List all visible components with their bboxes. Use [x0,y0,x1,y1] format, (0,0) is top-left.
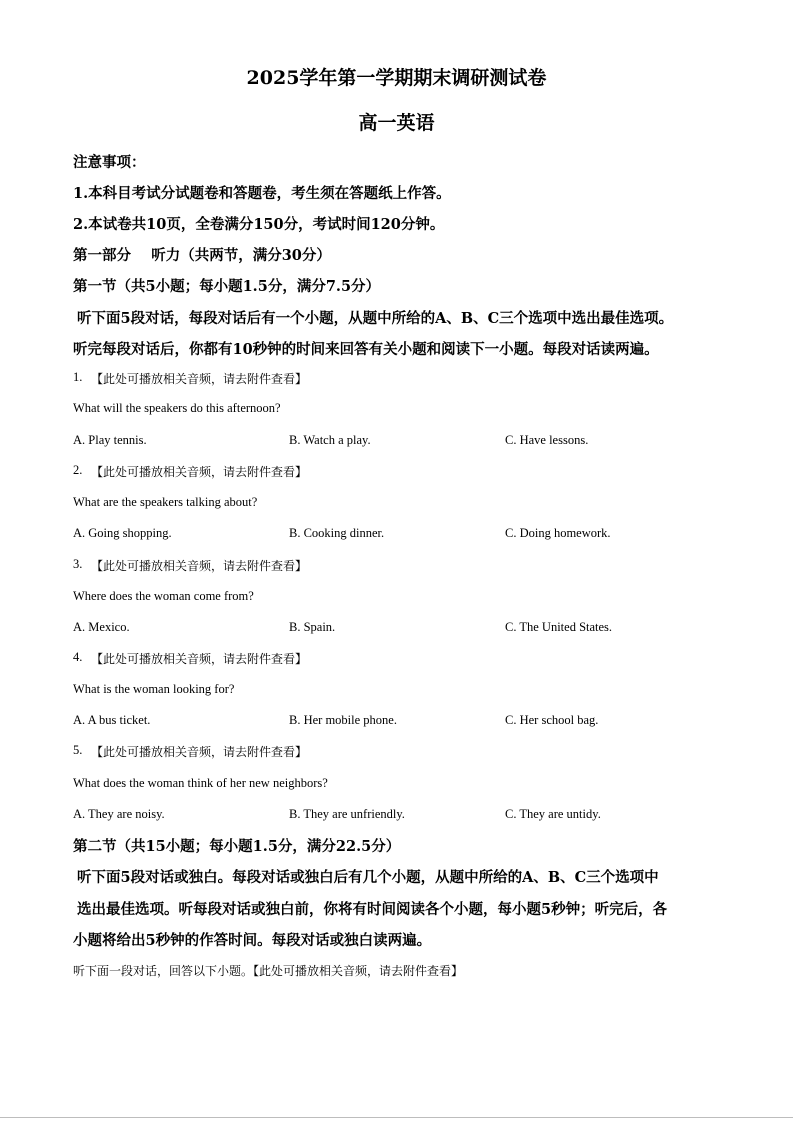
question-5-number: 5. [73,743,83,757]
question-4-number: 4. [73,650,83,664]
notice-item-1: 1.本科目考试分试题卷和答题卷，考生须在答题纸上作答。 [73,185,451,202]
question-1-audio[interactable]: 【此处可播放相关音频，请去附件查看】 [91,372,308,386]
section2-instruction-1: 听下面5段对话或独白。每段对话或独白后有几个小题，从题中所给的A、B、C三个选项中 [77,869,659,886]
question-2-audio[interactable]: 【此处可播放相关音频，请去附件查看】 [91,465,308,479]
question-3-option-b: B. Spain. [289,620,336,634]
question-2-text: What are the speakers talking about? [73,495,258,509]
question-5-option-b: B. They are unfriendly. [289,807,405,821]
question-1-option-c: C. Have lessons. [505,433,589,447]
question-3-audio[interactable]: 【此处可播放相关音频，请去附件查看】 [91,559,308,573]
question-1-option-b: B. Watch a play. [289,433,371,447]
exam-subtitle: 高一英语 [358,112,435,134]
section1-heading: 第一节（共5小题；每小题1.5分，满分7.5分） [73,278,381,295]
question-5-audio[interactable]: 【此处可播放相关音频，请去附件查看】 [91,745,308,759]
question-5-option-a: A. They are noisy. [73,807,165,821]
question-3-number: 3. [73,557,83,571]
part1-heading: 第一部分 听力（共两节，满分30分） [73,247,331,264]
notice-item-2: 2.本试卷共10页，全卷满分150分，考试时间120分钟。 [73,216,445,233]
question-3-option-c: C. The United States. [505,620,613,634]
section2-heading: 第二节（共15小题；每小题1.5分，满分22.5分） [73,838,401,855]
section1-instruction-1: 听下面5段对话，每段对话后有一个小题，从题中所给的A、B、C三个选项中选出最佳选项。 [77,310,674,327]
question-2-option-c: C. Doing homework. [505,526,611,540]
question-4-option-b: B. Her mobile phone. [289,713,397,727]
section1-instruction-2: 听完每段对话后，你都有10秒钟的时间来回答有关小题和阅读下一小题。每段对话读两遍。 [73,341,659,358]
question-1-number: 1. [73,370,83,384]
question-3-option-a: A. Mexico. [73,620,130,634]
question-3-text: Where does the woman come from? [73,589,254,603]
question-1-option-a: A. Play tennis. [73,433,147,447]
page-bottom-divider [0,1117,793,1118]
question-5-text: What does the woman think of her new neighbors? [73,776,328,790]
question-4-option-c: C. Her school bag. [505,713,599,727]
question-2-option-b: B. Cooking dinner. [289,526,385,540]
section2-instruction-2: 选出最佳选项。听每段对话或独白前，你将有时间阅读各个小题，每小题5秒钟；听完后，各 [77,901,668,918]
question-1-text: What will the speakers do this afternoon? [73,401,281,415]
question-5-option-c: C. They are untidy. [505,807,601,821]
notice-heading: 注意事项： [73,154,146,171]
question-2-number: 2. [73,463,83,477]
section2-instruction-3: 小题将给出5秒钟的作答时间。每段对话或独白读两遍。 [73,932,432,949]
question-4-audio[interactable]: 【此处可播放相关音频，请去附件查看】 [91,652,308,666]
question-4-option-a: A. A bus ticket. [73,713,151,727]
exam-title: 2025学年第一学期期末调研测试卷 [246,67,547,89]
question-2-option-a: A. Going shopping. [73,526,172,540]
question-4-text: What is the woman looking for? [73,682,235,696]
section2-lead[interactable]: 听下面一段对话，回答以下小题。【此处可播放相关音频，请去附件查看】 [73,964,464,978]
